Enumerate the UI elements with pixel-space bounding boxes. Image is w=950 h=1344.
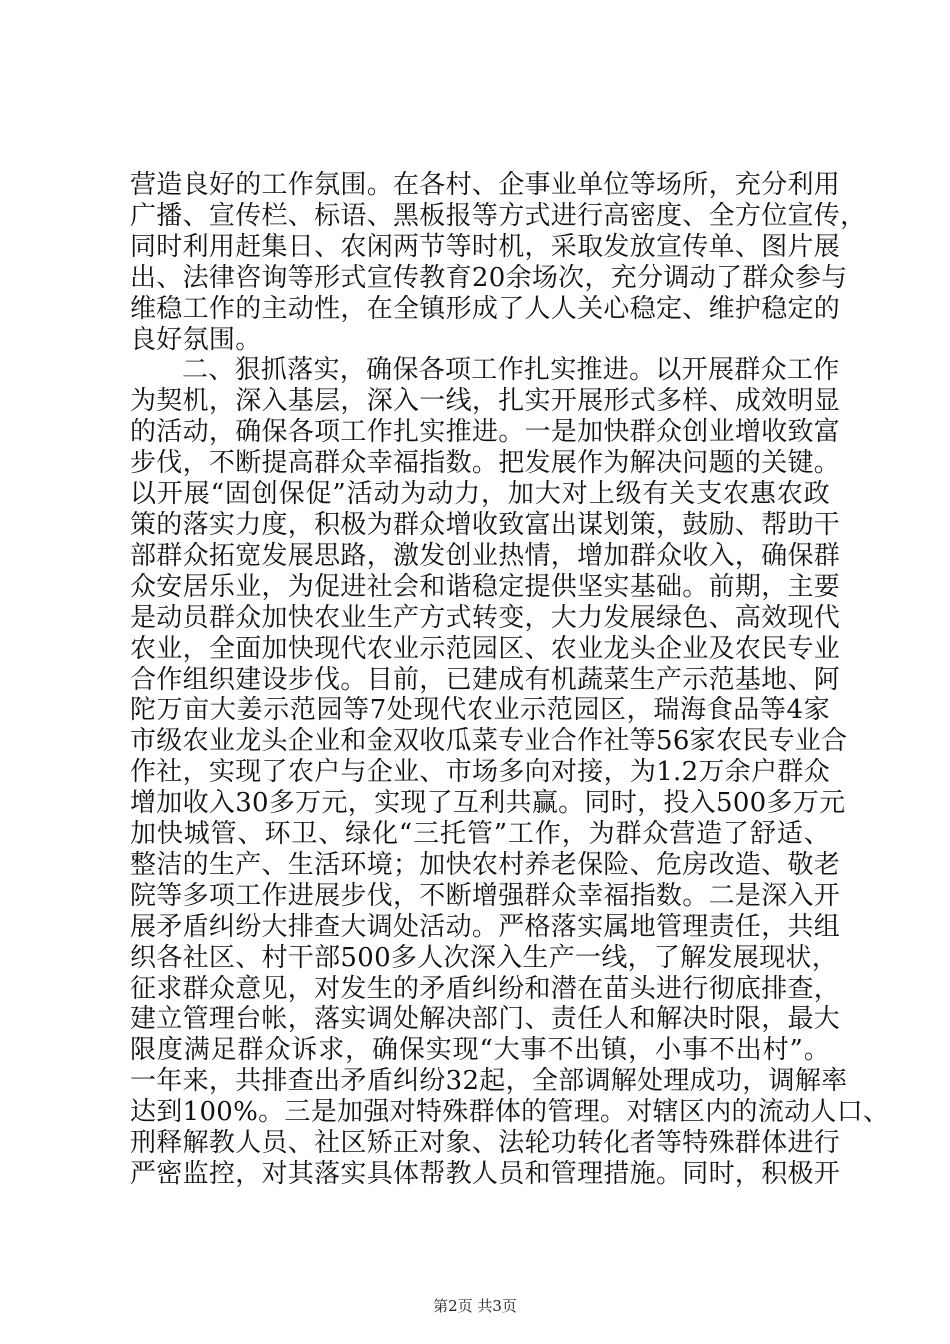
- text-line: 为契机，深入基层，深入一线，扎实开展形式多样、成效明显: [130, 386, 841, 417]
- text-line: 建立管理台帐，落实调处解决部门、责任人和解决时限，最大: [130, 1004, 841, 1035]
- text-line: 整洁的生产、生活环境；加快农村养老保险、危房改造、敬老: [130, 849, 841, 880]
- document-body: [130, 170, 890, 1190]
- text-line: 限度满足群众诉求，确保实现“大事不出镇，小事不出村”。: [130, 1035, 830, 1066]
- text-line: 达到100%。三是加强对特殊群体的管理。对辖区内的流动人口、: [130, 1097, 890, 1128]
- text-line: 的活动，确保各项工作扎实推进。一是加快群众创业增收致富: [130, 417, 841, 448]
- text-line: 维稳工作的主动性，在全镇形成了人人关心稳定、维护稳定的: [130, 293, 841, 324]
- text-line: 作社，实现了农户与企业、市场多向对接，为1.2万余户群众: [130, 757, 830, 788]
- text-line: 市级农业龙头企业和金双收瓜菜专业合作社等56家农民专业合: [130, 726, 848, 757]
- text-line: 众安居乐业，为促进社会和谐稳定提供坚实基础。前期，主要: [130, 571, 841, 602]
- text-line: 织各社区、村干部500多人次深入生产一线，了解发展现状，: [130, 942, 839, 973]
- text-line: 合作组织建设步伐。目前，已建成有机蔬菜生产示范基地、阿: [130, 664, 841, 695]
- text-line: 加快城管、环卫、绿化“三托管”工作，为群众营造了舒适、: [130, 819, 830, 850]
- text-line: 农业，全面加快现代农业示范园区、农业龙头企业及农民专业: [130, 633, 841, 664]
- text-line: 出、法律咨询等形式宣传教育20余场次，充分调动了群众参与: [130, 262, 848, 293]
- text-line: 增加收入30多万元，实现了互利共赢。同时，投入500多万元: [130, 788, 846, 819]
- text-line: 步伐，不断提高群众幸福指数。把发展作为解决问题的关键。: [130, 448, 841, 479]
- text-line: 策的落实力度，积极为群众增收致富出谋划策，鼓励、帮助干: [130, 509, 841, 540]
- paragraph-heading-line: 二、狠抓落实，确保各项工作扎实推进。以开展群众工作: [182, 355, 840, 386]
- text-line: 严密监控，对其落实具体帮教人员和管理措施。同时，积极开: [130, 1159, 841, 1189]
- text-line: 是动员群众加快农业生产方式转变，大力发展绿色、高效现代: [130, 602, 841, 633]
- text-line: 一年来，共排查出矛盾纠纷32起，全部调解处理成功，调解率: [130, 1066, 848, 1097]
- text-line: 征求群众意见，对发生的矛盾纠纷和潜在苗头进行彻底排查，: [130, 973, 841, 1004]
- text-line: 部群众拓宽发展思路，激发创业热情，增加群众收入，确保群: [130, 540, 841, 571]
- text-line: 以开展“固创保促”活动为动力，加大对上级有关支农惠农政: [130, 479, 830, 510]
- text-line: 刑释解教人员、社区矫正对象、法轮功转化者等特殊群体进行: [130, 1128, 841, 1159]
- text-line: 营造良好的工作氛围。在各村、企事业单位等场所，充分利用: [130, 170, 841, 200]
- page-number-footer: 第2页 共3页: [433, 1297, 517, 1315]
- text-line: 广播、宣传栏、标语、黑板报等方式进行高密度、全方位宣传，: [130, 200, 867, 231]
- text-line: 陀万亩大姜示范园等7处现代农业示范园区，瑞海食品等4家: [130, 695, 830, 726]
- text-line: 展矛盾纠纷大排查大调处活动。严格落实属地管理责任，共组: [130, 911, 841, 942]
- text-line: 同时利用赶集日、农闲两节等时机，采取发放宣传单、图片展: [130, 231, 841, 262]
- text-line: 良好氛围。: [130, 324, 262, 355]
- text-line: 院等多项工作进展步伐，不断增强群众幸福指数。二是深入开: [130, 880, 841, 911]
